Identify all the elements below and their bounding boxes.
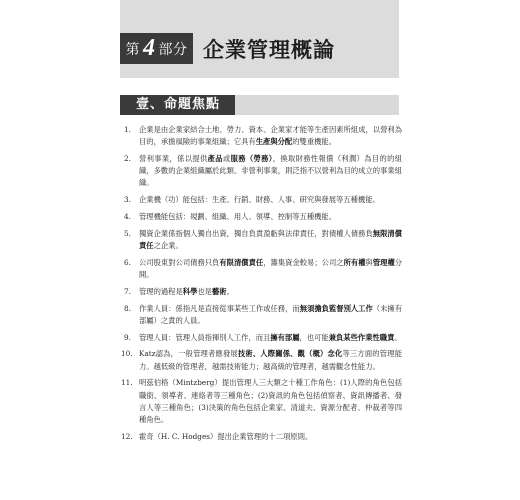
focus-point-list xyxy=(121,124,403,448)
item-number: 11. xyxy=(121,378,133,388)
emphasis-text: 產品 xyxy=(207,154,223,163)
section-title: 壹、命題焦點 xyxy=(136,97,221,112)
item-number: 3. xyxy=(124,195,131,205)
item-text: 管理機能包括：規劃、組織、用人、領導、控制等五種機能。 xyxy=(139,212,337,221)
item-text: 與 xyxy=(365,257,373,267)
emphasis-text: 擁有部屬 xyxy=(270,332,300,342)
item-text: 公司股東對公司債務只負 xyxy=(139,257,220,267)
item-text: （未擁有部屬）之責的人員。 xyxy=(139,303,403,325)
item-text: 。 xyxy=(226,286,234,296)
part-badge xyxy=(120,33,193,64)
list-item xyxy=(124,124,402,148)
list-item xyxy=(121,431,402,443)
item-text: 等三方面的管理能力。越低級的管理者，越需技術能力；越高級的管理者，越需觀念性能力。 xyxy=(139,349,403,371)
list-item xyxy=(121,377,402,426)
item-text: Katz認為，一般管理者應發展 xyxy=(139,349,238,359)
item-number: 5. xyxy=(124,228,131,238)
item-number: 2. xyxy=(124,154,131,163)
emphasis-text: 生產與分配 xyxy=(255,137,293,147)
item-text: 獨資企業係指個人獨自出資，獨自負責盈虧與法律責任，對債權人債務負 xyxy=(139,228,373,238)
item-number: 7. xyxy=(124,286,131,296)
item-text: 作業人員：係指凡是直接從事某些工作或任務，而 xyxy=(139,303,300,313)
item-text: 霍奇（H. C. Hodges）提出企業管理的十二項原則。 xyxy=(139,431,313,441)
list-item xyxy=(124,153,402,190)
item-number: 1. xyxy=(124,125,131,134)
item-text: 也是 xyxy=(197,286,212,296)
item-text: 之企業。 xyxy=(153,241,183,250)
emphasis-text: 所有權 xyxy=(343,257,366,267)
item-text: 或 xyxy=(222,154,231,163)
part-prefix: 第 xyxy=(125,41,140,58)
part-suffix: 部分 xyxy=(158,41,188,58)
chapter-title: 企業管理概論 xyxy=(203,37,335,62)
list-item xyxy=(124,286,402,298)
item-text: 明茲伯格（Mintzberg）提出管理人三大類之十種工作角色：(1)人際的角色包括職銜、領導者、連絡者等三種角色；(2)資訊的角色包括偵察者、資訊傳播者、發言人等三種角色；(3)決策的角色包括企業家、清道夫、資源分配者、仲裁者等四種角色。 xyxy=(139,378,402,424)
item-text: ，換取財務性報償（利潤）為目的的組織，多數的企業組織屬於此類。非營利事業，則泛指不以營利為目的成立的事業組織。 xyxy=(139,154,403,188)
emphasis-text: 藝術 xyxy=(211,286,227,296)
list-item xyxy=(124,194,402,206)
emphasis-text: 科學 xyxy=(182,286,198,296)
list-item xyxy=(124,303,402,327)
emphasis-text: 管理權 xyxy=(372,257,395,267)
section-heading xyxy=(120,95,399,115)
emphasis-text: 技術、人際關係、觀（概）念化 xyxy=(237,349,343,359)
item-text: 管理人員：管理人員指揮別人工作，而且 xyxy=(139,332,271,342)
part-number: 4 xyxy=(143,35,156,61)
list-item xyxy=(124,332,402,344)
emphasis-text: 有限清償責任 xyxy=(219,257,264,267)
item-text: ，也可能 xyxy=(299,332,329,342)
item-text: ，籌集資金較易；公司之 xyxy=(263,257,344,267)
item-text: 管理的過程是 xyxy=(139,286,183,296)
list-item xyxy=(121,348,403,372)
list-item xyxy=(124,211,402,223)
item-text: 企業機（功）能包括：生產、行銷、財務、人事、研究與發展等五種機能。 xyxy=(139,195,380,205)
item-text: 營利事業，係以提供 xyxy=(139,154,208,163)
item-number: 9. xyxy=(124,332,131,342)
item-number: 6. xyxy=(124,257,131,267)
item-text: 的雙重機能。 xyxy=(292,137,337,147)
item-number: 10. xyxy=(121,349,133,359)
item-text: 分開。 xyxy=(139,257,403,279)
item-number: 4. xyxy=(124,212,131,221)
item-number: 12. xyxy=(121,431,133,441)
item-text: 。 xyxy=(394,332,402,342)
emphasis-text: 兼負某些作業性職責 xyxy=(328,332,395,342)
item-text: 企業是由企業家結合土地、勞力、資本、企業家才能等生產因素所組成，以營利為目的，承擔風險的事業組織；它具有 xyxy=(139,125,402,147)
list-item xyxy=(124,228,402,252)
list-item xyxy=(124,257,402,281)
emphasis-text: 無須擔負監督別人工作 xyxy=(299,303,373,313)
emphasis-text: 無限清償責任 xyxy=(139,228,403,250)
emphasis-text: 服務（勞務） xyxy=(230,154,273,163)
item-number: 8. xyxy=(124,303,131,313)
